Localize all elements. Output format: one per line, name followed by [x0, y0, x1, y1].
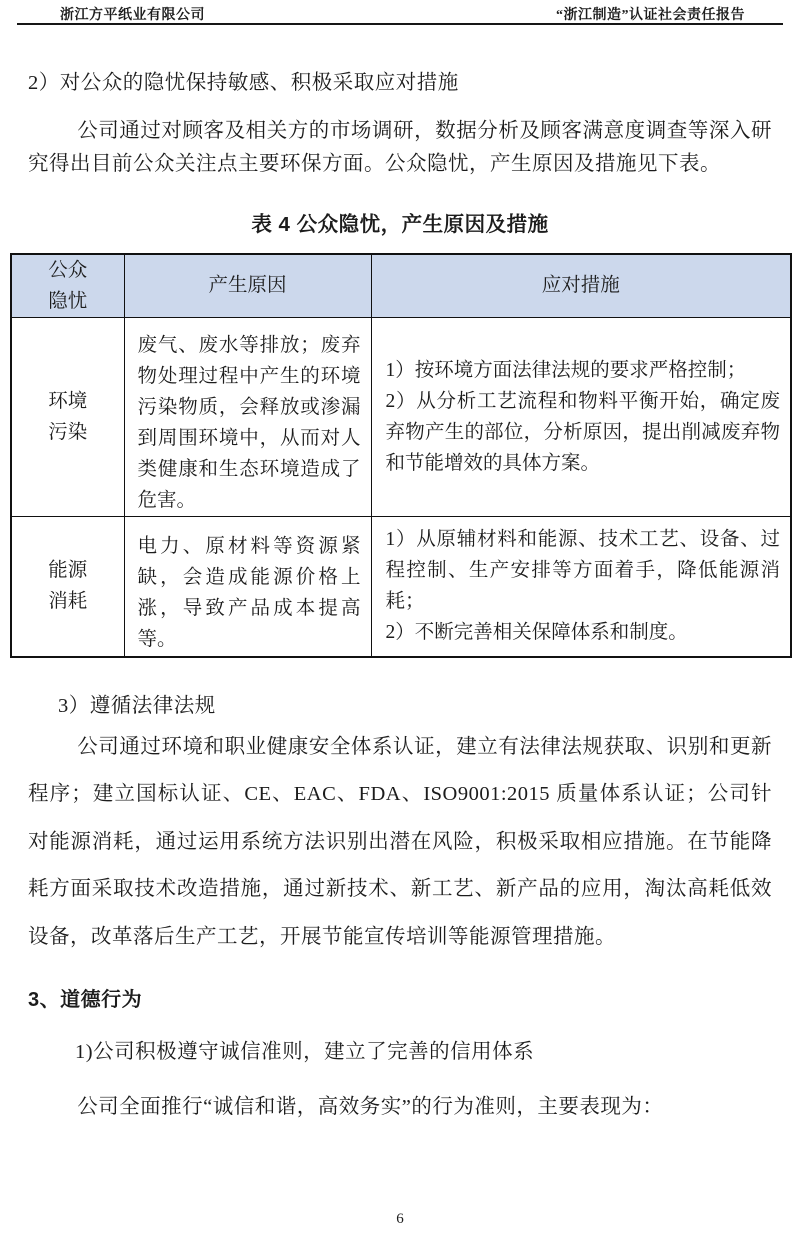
header-report-title: “浙江制造”认证社会责任报告 [556, 8, 745, 23]
measures-cell [371, 318, 791, 517]
section3-paragraph: 公司通过环境和职业健康安全体系认证，建立有法律法规获取、识别和更新程序；建立国标认证、CE、EAC、FDA、ISO9001:2015 质量体系认证；公司针对能源消耗，通过运用系统方法识别出潜在风险，积极采取相应措施。在节能降耗方面采取技术改造措施，通过新技术、新工艺、新产品的应用，淘汰高耗低效设备，改革落后生产工艺，开展节能宣传培训等能源管理措施。 [28, 735, 772, 948]
measures-cell [371, 517, 791, 657]
column-header-measures: 应对措施 [371, 254, 791, 318]
column-header-cause: 产生原因 [124, 254, 371, 318]
section3-heading: 3）遵循法律法规 [58, 694, 216, 717]
ethics-item1: 1)公司积极遵守诚信准则，建立了完善的信用体系 [75, 1041, 535, 1063]
column-header-concern: 公众隐忧 [11, 254, 124, 318]
table-row-environment [11, 318, 791, 517]
concern-cell: 环境污染 [11, 318, 124, 517]
table4-caption: 表 4 公众隐忧，产生原因及措施 [251, 213, 549, 236]
measure-item: 1）按环境方面法律法规的要求严格控制； [385, 360, 747, 381]
ethics-paragraph: 公司全面推行“诚信和谐，高效务实”的行为准则，主要表现为： [77, 1096, 664, 1118]
section2-paragraph: 公司通过对顾客及相关方的市场调研，数据分析及顾客满意度调查等深入研究得出目前公众关注点主要环保方面。公众隐忧，产生原因及措施见下表。 [28, 120, 772, 175]
measure-item: 2）从分析工艺流程和物料平衡开始，确定废弃物产生的部位，分析原因，提出削减废弃物和节能增效的具体方案。 [385, 391, 780, 474]
running-header [0, 0, 800, 22]
public-concern-table [10, 253, 792, 658]
cause-cell: 电力、原材料等资源紧缺，会造成能源价格上涨，导致产品成本提高等。 [124, 517, 371, 657]
header-company-name: 浙江方平纸业有限公司 [60, 8, 205, 23]
ethics-heading: 3、道德行为 [28, 989, 143, 1011]
concern-cell: 能源消耗 [11, 517, 124, 657]
measure-item: 1）从原辅材料和能源、技术工艺、设备、过程控制、生产安排等方面着手，降低能源消耗； [385, 529, 780, 613]
measure-item: 2）不断完善相关保障体系和制度。 [385, 622, 688, 644]
document-body [0, 65, 800, 1119]
section2-heading: 2）对公众的隐忧保持敏感、积极采取应对措施 [28, 72, 459, 94]
page-number: 6 [396, 1211, 404, 1227]
table-row-energy [11, 517, 791, 657]
table-header-row [11, 254, 791, 318]
cause-cell: 废气、废水等排放；废弃物处理过程中产生的环境污染物质，会释放或渗漏到周围环境中，从而对人类健康和生态环境造成了危害。 [124, 318, 371, 517]
